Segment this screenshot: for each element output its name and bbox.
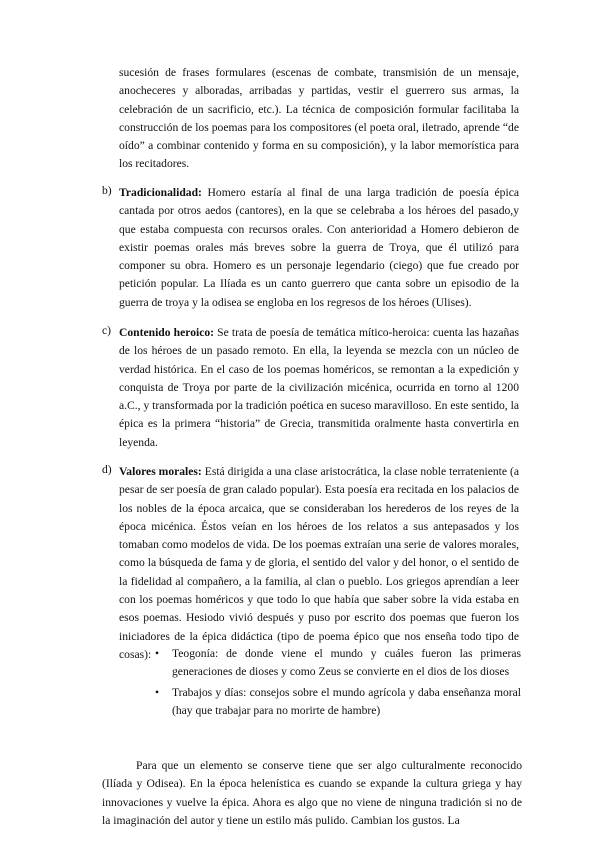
list-marker: b) <box>102 184 112 197</box>
item-text: Homero estaría al final de una larga tradición de poesía épica cantada por otros aedos (cantores), en la que se celebraba a los héroes del pasado,y que estaba compuesta con recursos orales. Con anterioridad a Homero debieron de existir poemas orales más breves sobre la guerra de Troya, que él utilizó para componer su obra. Homero es un personaje legendario (ciego) que fue creado por petición popular. La Ilíada es un canto guerrero que canta sobre un episodio de la guerra de troya y la odisea se engloba en los regresos de los héroes (Ulises). <box>119 186 519 309</box>
item-text: Se trata de poesía de temática mítico-heroica: cuenta las hazañas de los héroes de un pasado remoto. En ella, la leyenda se mezcla con un núcleo de verdad histórica. En el caso de los poemas homéricos, se remontan a la expedición y conquista de Troya por parte de la civilización micénica, ocurrida en torno al 1200 a.C., y transformada por la tradición poética en suceso maravilloso. En este sentido, la épica es la primera “historia” de Grecia, transmitida oralmente hasta convertirla en leyenda. <box>119 326 519 449</box>
list-marker: c) <box>102 324 112 337</box>
bullet-icon: • <box>155 685 160 699</box>
closing-paragraph: Para que un elemento se conserve tiene que ser algo culturalmente reconocido (Ilíada y Odisea). En la época helenística es cuando se expande la cultura griega y hay innovaciones y vuelve la épica. Ahora es algo que no viene de ninguna tradición si no de la imaginación del autor y tiene un estilo más pulido. Cambian los gustos. La <box>102 759 522 827</box>
bullet-icon: • <box>155 647 160 660</box>
item-text: Está dirigida a una clase aristocrática, la clase noble terrateniente (a pesar de ser poesía de gran calado popular). Esta poesía era recitada en los palacios de los nobles de la época arcaica, que se consideraban los herederos de los reyes de la época micénica. Éstos veían en los héroes de los relatos a sus antepasados y los tomaban como modelos de vida. De los poemas extraían una serie de valores morales, como la búsqueda de fama y de gloria, el sentido del valor y del honor, o el sentido de la fidelidad al compañero, a la familia, al clan o pueblo. Los griegos aprendían a leer con los poemas homéricos y que todo lo que había que saber sobre la vida estaba en esos poemas. Hesiodo vivió después y puso por escrito dos poemas que fueron los iniciadores de la épica didáctica (tipo de poema épico que nos enseña todo tipo de cosas): <box>119 465 519 661</box>
item-title: Contenido heroico: <box>119 326 215 339</box>
intro-paragraph: sucesión de frases formulares (escenas de combate, transmisión de un mensaje, anocheceres y alboradas, arribadas y partidas, vestir el guerrero sus armas, la celebración de un sacrificio, etc.). La técnica de composición formular facilitaba la construcción de los poemas para los compositores (el poeta oral, iletrado, aprende “de oído” a combinar contenido y forma en su composición), y la labor memorística para los recitadores. <box>119 66 519 171</box>
list-item-body <box>119 463 519 664</box>
bullet-item-trabajos-y-dias <box>155 684 521 721</box>
item-title: Tradicionalidad: <box>119 186 202 199</box>
bullet-list <box>155 645 521 722</box>
list-item-body <box>119 184 519 312</box>
list-marker: d) <box>102 463 112 476</box>
bullet-item-teogonia <box>155 645 521 682</box>
bullet-text: Trabajos y días: consejos sobre el mundo agrícola y daba enseñanza moral (hay que trabajar para no morirte de hambre) <box>172 685 521 717</box>
item-title: Valores morales: <box>119 465 202 478</box>
list-item-body <box>119 324 519 452</box>
bullet-text: Teogonía: de donde viene el mundo y cuáles fueron las primeras generaciones de dioses y como Zeus se convierte en el dios de los dioses <box>172 647 521 679</box>
